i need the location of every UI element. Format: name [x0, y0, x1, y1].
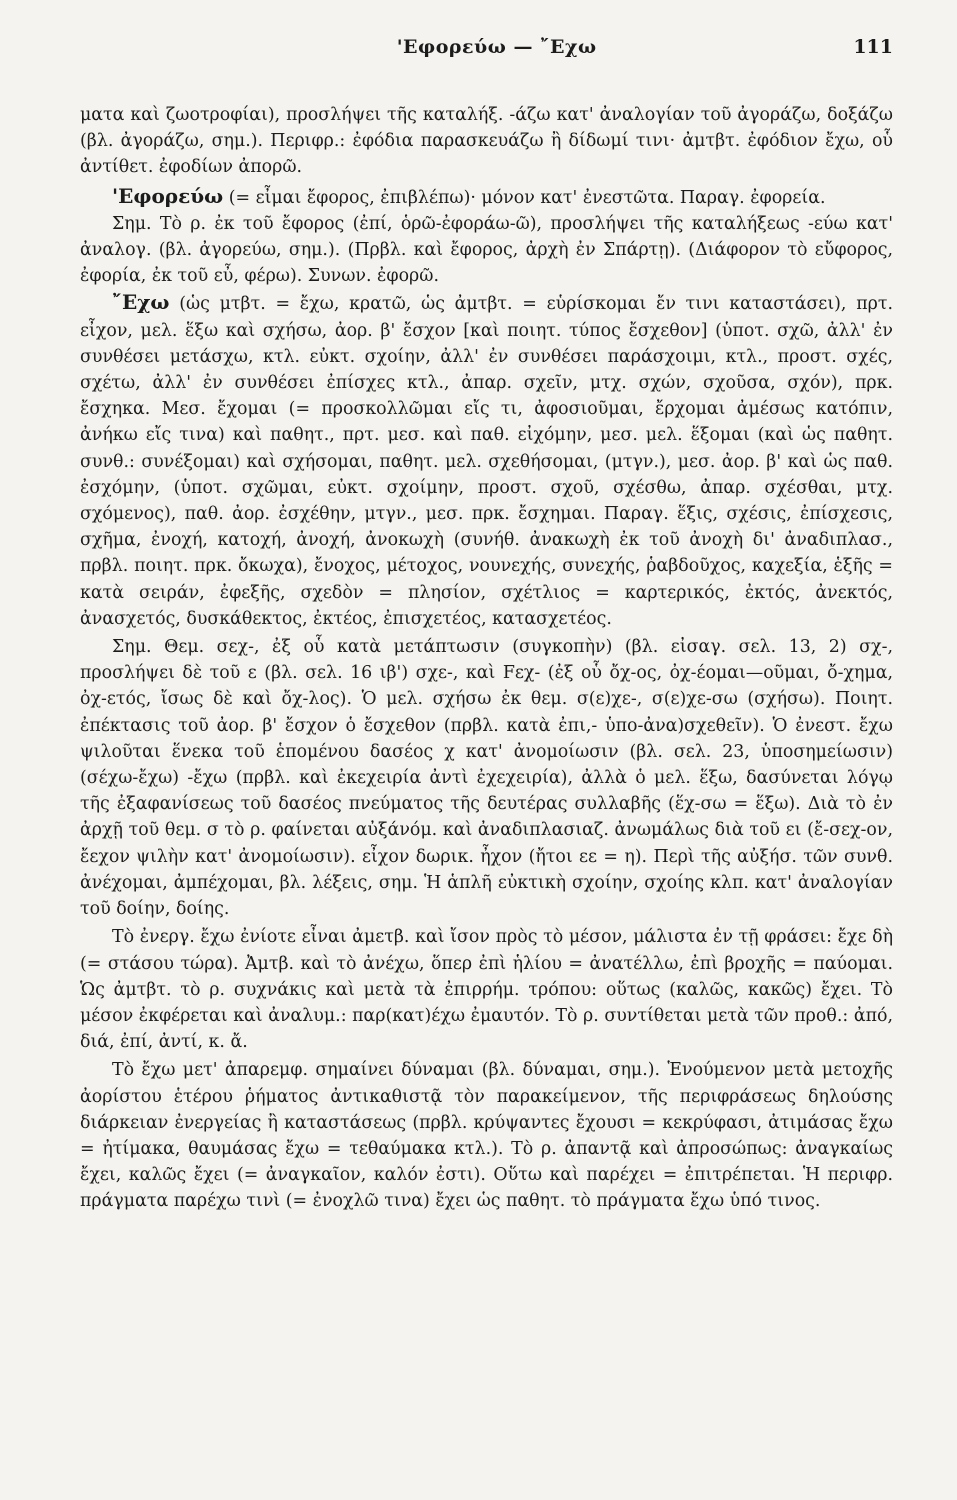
- entry-headword: ῎Εχω: [112, 290, 170, 315]
- entry-echo-usage-infinitive: [80, 1057, 893, 1214]
- entry-echo-note: [80, 634, 893, 922]
- running-head: [80, 36, 893, 76]
- entry-echo: [80, 289, 893, 632]
- paragraph-text: Σημ. Τὸ ρ. ἐκ τοῦ ἔφορος (ἐπί, ὁρῶ-ἐφοράω-ῶ), προσλήψει τῆς καταλήξεως -εύω κατ' ἀναλογ. (βλ. ἀγορεύω, σημ.). (Πρβλ. καὶ ἔφορος, ἀρχὴ ἐν Σπάρτῃ). (Διάφορον τὸ εὔφορος, ἐφορία, ἐκ τοῦ εὖ, φέρω). Συνων. ἐφορῶ.: [80, 213, 893, 287]
- page-number: 111: [853, 36, 893, 58]
- running-head-title: 'Εφορεύω — ῎Εχω: [396, 36, 597, 58]
- paragraph-text: (ὡς μτβτ. = ἔχω, κρατῶ, ὡς ἀμτβτ. = εὑρίσκομαι ἔν τινι καταστάσει), πρτ. εἶχον, μελ. ἕξω καὶ σχήσω, ἀορ. β' ἔσχον [καὶ ποιητ. τύπος ἔσχεθον] (ὑποτ. σχῶ, ἀλλ' ἐν συνθέσει μετάσχω, κτλ. εὐκτ. σχοίην, ἀλλ' ἐν συνθέσει παράσχοιμι, κτλ., προστ. σχές, σχέτω, ἀλλ' ἐν συνθέσει ἐπίσχες κτλ., ἀπαρ. σχεῖν, μτχ. σχών, σχοῦσα, σχόν), πρκ. ἔσχηκα. Μεσ. ἔχομαι (= προσκολλῶμαι εἴς τι, ἀφοσιοῦμαι, ἔρχομαι ἀμέσως κατόπιν, ἀνήκω εἴς τινα) καὶ παθητ., πρτ. μεσ. καὶ παθ. εἰχόμην, μεσ. μελ. ἕξομαι (καὶ ὡς παθητ. συνθ.: συνέξομαι) καὶ σχήσομαι, παθητ. μελ. σχεθήσομαι, (μτγν.), μεσ. ἀορ. β' καὶ ὡς παθ. ἐσχόμην, (ὑποτ. σχῶμαι, εὐκτ. σχοίμην, προστ. σχοῦ, σχέσθω, ἀπαρ. σχέσθαι, μτχ. σχόμενος), παθ. ἀορ. ἐσχέθην, μτγν., μεσ. πρκ. ἔσχημαι. Παραγ. ἕξις, σχέσις, ἐπίσχεσις, σχῆμα, ἐνοχή, κατοχή, ἀνοχή, ἀνοκωχὴ (συνήθ. ἀνακωχὴ ἐκ τοῦ ἀνοχὴ δι' ἀναδιπλασ., πρβλ. ποιητ. πρκ. ὄκωχα), ἔνοχος, μέτοχος, νουνεχής, συνεχής, ῥαβδοῦχος, καχεξία, ἑξῆς = κατὰ σειράν, ἐφεξῆς, σχεδὸν = πλησίον, σχέτλιος = καρτερικός, ἐκτός, ἀνεκτός, ἀνασχετός, δυσκάθεκτος, ἐκτέος, ἐπισχετέος, κατασχετέος.: [80, 294, 893, 629]
- paragraph-text: ματα καὶ ζωοτροφίαι), προσλήψει τῆς καταλήξ. -άζω κατ' ἀναλογίαν τοῦ ἀγοράζω, δοξάζω (βλ. ἀγοράζω, σημ.). Περιφρ.: ἐφόδια παρασκευάζω ἢ δίδωμί τινι· ἀμτβτ. ἐφόδιον ἔχω, οὗ ἀντίθετ. ἐφοδίων ἀπορῶ.: [80, 105, 893, 178]
- entry-headword: 'Εφορεύω: [112, 183, 224, 208]
- paragraph-text: Τὸ ἐνεργ. ἔχω ἐνίοτε εἶναι ἀμετβ. καὶ ἴσον πρὸς τὸ μέσον, μάλιστα ἐν τῇ φράσει: ἔχε δὴ (= στάσου τώρα). Ἀμτβ. καὶ τὸ ἀνέχω, ὅπερ ἐπὶ ἡλίου = ἀνατέλλω, ἐπὶ βροχῆς = παύομαι. Ὡς ἀμτβτ. τὸ ρ. συχνάκις καὶ μετὰ τὰ ἐπιρρήμ. τρόπου: οὕτως (καλῶς, κακῶς) ἔχει. Τὸ μέσον ἐκφέρεται καὶ ἀναλυμ.: παρ(κατ)έχω ἐμαυτόν. Τὸ ρ. συντίθεται μετὰ τῶν προθ.: ἀπό, διά, ἐπί, ἀντί, κ. ἄ.: [80, 927, 893, 1053]
- entry-continuation: [80, 102, 893, 181]
- entry-eforeuo-note: [80, 211, 893, 290]
- entry-eforeuo: [80, 183, 893, 211]
- paragraph-text: Σημ. Θεμ. σεχ-, ἐξ οὗ κατὰ μετάπτωσιν (συγκοπὴν) (βλ. εἰσαγ. σελ. 13, 2) σχ-, προσλήψει δὲ τοῦ ε (βλ. σελ. 16 ιβ') σχε-, καὶ Fεχ- (ἐξ οὗ ὄχ-ος, ὀχ-έομαι—οῦμαι, ὄ-χημα, ὀχ-ετός, ἴσως δὲ καὶ ὄχ-λος). Ὁ μελ. σχήσω ἐκ θεμ. σ(ε)χε-, σ(ε)χε-σω (σχήσω). Ποιητ. ἐπέκτασις τοῦ ἀορ. β' ἔσχον ὁ ἔσχεθον (πρβλ. κατὰ ἐπι,- ὑπο-ἀνα)σχεθεῖν). Ὁ ἐνεστ. ἔχω ψιλοῦται ἕνεκα τοῦ ἑπομένου δασέος χ κατ' ἀνομοίωσιν (βλ. σελ. 23, ὑποσημείωσιν) (σέχω-ἔχω) -ἔχω (πρβλ. καὶ ἐκεχειρία ἀντὶ ἐχεχειρία), ἀλλὰ ὁ μελ. ἕξω, δασύνεται λόγῳ τῆς ἐξαφανίσεως τοῦ δασέος πνεύματος τῆς δευτέρας συλλαβῆς (ἕχ-σω = ἕξω). Διὰ τὸ ἐν ἀρχῇ τοῦ θεμ. σ τὸ ρ. φαίνεται αὐξάνόμ. καὶ ἀναδιπλασιαζ. ἀνωμάλως διὰ τοῦ ει (ἔ-σεχ-ον, ἔεχον ψιλὴν κατ' ἀνομοίωσιν). εἶχον δωρικ. ἦχον (ἤτοι εε = η). Περὶ τῆς αὐξήσ. τῶν συνθ. ἀνέχομαι, ἀμπέχομαι, βλ. λέξεις, σημ. Ἡ ἁπλῆ εὐκτικὴ σχοίην, σχοίης κλπ. κατ' ἀναλογίαν τοῦ δοίην, δοίης.: [80, 637, 893, 920]
- page-body: [80, 102, 893, 1215]
- entry-echo-usage-active: [80, 924, 893, 1055]
- paragraph-text: Τὸ ἔχω μετ' ἀπαρεμφ. σημαίνει δύναμαι (βλ. δύναμαι, σημ.). Ἑνούμενον μετὰ μετοχῆς ἀορίστου ἑτέρου ῥήματος ἀντικαθιστᾷ τὸν παρακείμενον, τῆς περιφράσεως δηλούσης διάρκειαν ἐνεργείας ἢ καταστάσεως (πρβλ. κρύψαντες ἔχουσι = κεκρύφασι, ἀτιμάσας ἔχω = ἠτίμακα, θαυμάσας ἔχω = τεθαύμακα κτλ.). Τὸ ρ. ἀπαντᾷ καὶ ἀπροσώπως: ἀναγκαίως ἔχει, καλῶς ἔχει (= ἀναγκαῖον, καλόν ἐστι). Οὕτω καὶ παρέχει = ἐπιτρέπεται. Ἡ περιφρ. πράγματα παρέχω τινὶ (= ἐνοχλῶ τινα) ἔχει ὡς παθητ. τὸ πράγματα ἔχω ὑπό τινος.: [80, 1060, 893, 1212]
- paragraph-text: (= εἶμαι ἔφορος, ἐπιβλέπω)· μόνον κατ' ἐνεστῶτα. Παραγ. ἐφορεία.: [223, 187, 826, 208]
